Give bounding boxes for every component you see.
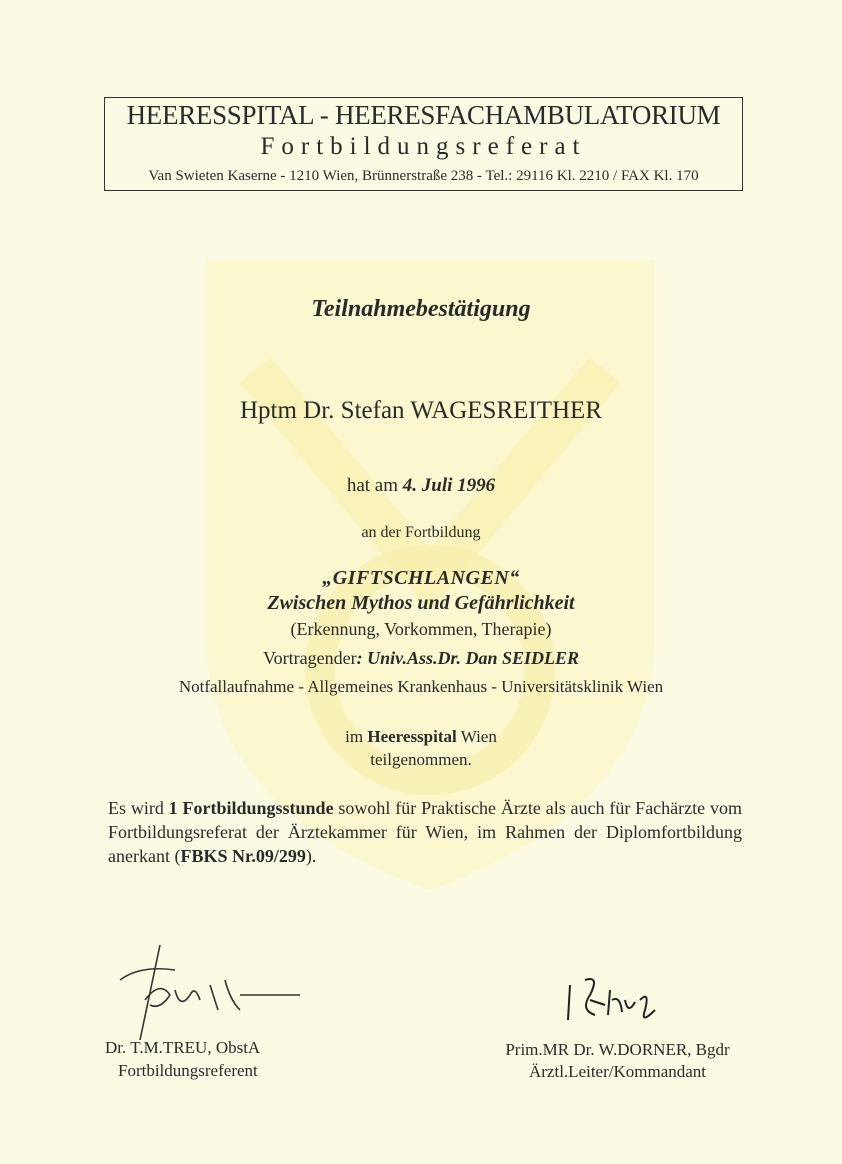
course-title: „GIFTSCHLANGEN“ [322,567,520,589]
para-text-1: Es wird [108,798,169,818]
signatory-left-role: Fortbildungsreferent [118,1061,258,1080]
address-line: Van Swieten Kaserne - 1210 Wien, Brünnerstraße 238 - Tel.: 29116 Kl. 2210 / FAX Kl. 170 [148,168,699,184]
location-line [0,727,842,747]
accreditation-paragraph [108,796,742,868]
signature-right [560,970,690,1030]
course-intro: an der Fortbildung [361,524,481,541]
signatory-right-role: Ärztl.Leiter/Kommandant [528,1062,707,1081]
location-place: Heeresspital [367,727,457,746]
date-prefix: hat am [346,475,399,496]
department-name: Fortbildungsreferat [260,133,587,160]
signatory-left-name: Dr. T.M.TREU, ObstA [105,1038,261,1057]
speaker-affiliation: Notfallaufnahme - Allgemeines Krankenhaus - Universitätsklinik Wien [178,677,664,696]
speaker-name: : Univ.Ass.Dr. Dan SEIDLER [356,648,580,668]
para-text-3: ). [305,846,317,866]
course-date: 4. Juli 1996 [402,475,496,496]
institution-name: HEERESSPITAL - HEERESFACHAMBULATORIUM [126,100,721,130]
participant-name: Hptm Dr. Stefan WAGESREITHER [239,397,602,424]
signatory-right-name: Prim.MR Dr. W.DORNER, Bgdr [505,1040,730,1059]
speaker-label: Vortragender [262,648,357,668]
signature-left [100,940,320,1050]
reference-number: FBKS Nr.09/299 [180,846,306,866]
document-title: Teilnahmebestätigung [311,296,531,322]
course-topics: (Erkennung, Vorkommen, Therapie) [290,619,552,639]
letterhead [104,97,743,191]
location-city: Wien [460,727,497,746]
date-line [0,475,842,497]
speaker-line [0,648,842,669]
location-prefix: im [345,727,364,746]
course-subtitle: Zwischen Mythos und Gefährlichkeit [267,592,575,614]
credit-hours: 1 Fortbildungsstunde [168,798,334,818]
location-suffix: teilgenommen. [370,750,472,769]
para-text-2: sowohl für Praktische Ärzte als auch für Fachärzte vom Fortbildungsreferat der Ärztekammer für Wien, im Rahmen der Diplomfortbildung anerkant ( [108,798,742,866]
